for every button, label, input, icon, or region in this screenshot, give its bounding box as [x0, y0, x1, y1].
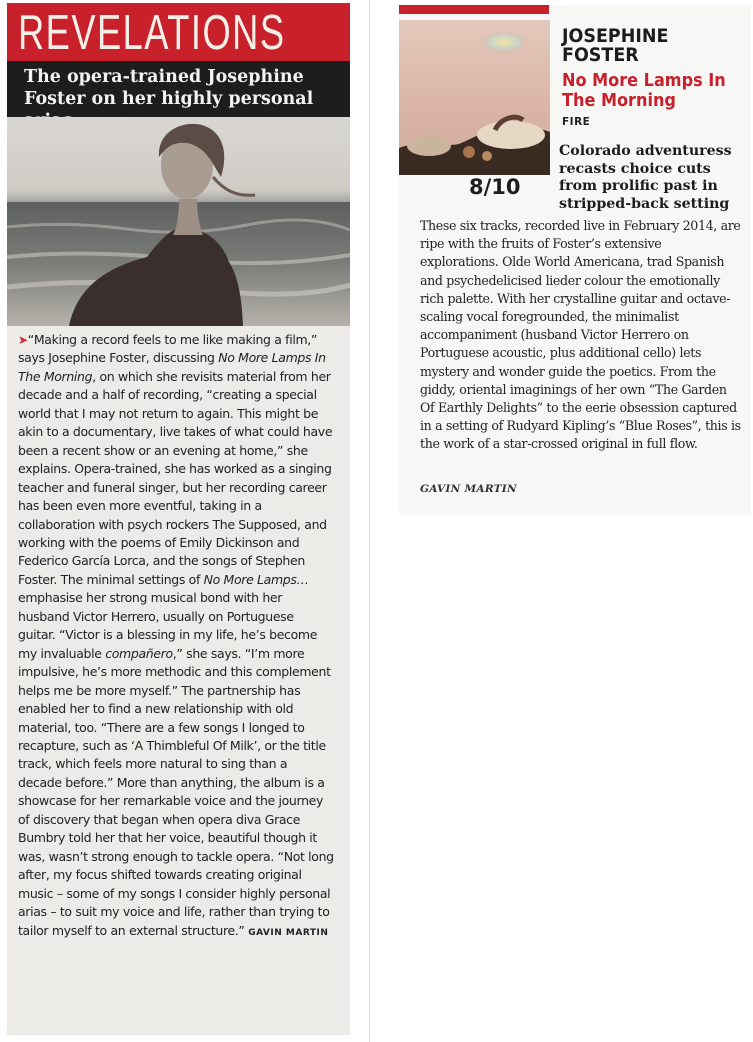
- column-divider: [369, 0, 370, 1042]
- beach-photo-image: [7, 117, 350, 326]
- review-artist: JOSEPHINE FOSTER: [562, 25, 669, 66]
- review-label: FIRE: [562, 116, 591, 128]
- body-run-1: No More Lamps In The Morning: [18, 350, 326, 384]
- album-cover: [399, 20, 550, 175]
- review-rating: 8/10: [469, 175, 521, 199]
- feature-body: [18, 331, 334, 942]
- review-byline: GAVIN MARTIN: [420, 483, 517, 495]
- album-cover-image: [399, 20, 550, 175]
- body-run-6: ,” she says. “I’m more impulsive, he’s more methodic and this complement helps me be more myself.” The partnership has enabled her to find a new relationship with old material, too. “There are a few songs I longed to recapture, such as ‘A Thimbleful Of Milk’, or the title track, which feels more natural to sing than a decade before.” More than anything, the album is a showcase for her remarkable voice and the journey of discovery that began when opera diva Grace Bumbry told her that her voice, beautiful though it was, wasn’t strong enough to tackle opera. “Not long after, my focus shifted towards creating original music – some of my songs I consider highly personal arias – to suit my voice and life, rather than trying to tailor myself to an external structure.”: [18, 645, 334, 938]
- review-accent-bar: [399, 5, 549, 14]
- review-body: [420, 217, 742, 454]
- arrow-bullet-icon: ➤: [18, 333, 28, 347]
- review-album-title: No More Lamps In The Morning: [562, 71, 726, 111]
- review-paragraph: These six tracks, recorded live in February 2014, are ripe with the fruits of Foster’s extensive explorations. Olde World Americana, trad Spanish and psychedelicised lieder colour the emotionally rich palette. With her crystalline guitar and octave-scaling vocal foregrounded, the minimalist accompaniment (husband Victor Herrero on Portuguese acoustic, plus additional cello) lets mystery and wonder guide the poetics. From the giddy, oriental imaginings of her own “The Garden Of Earthly Delights” to the eerie obsession captured in a setting of Rudyard Kipling’s “Blue Roses”, this is the work of a star-crossed original in full flow.: [420, 218, 741, 452]
- body-run-4: emphasise her strong musical bond with her husband Victor Herrero, usually on Portuguese guitar. “Victor is a blessing in my life, he’s become my invaluable: [18, 590, 318, 661]
- feature-byline: GAVIN MARTIN: [248, 927, 329, 938]
- artist-photo: [7, 117, 350, 326]
- section-title: REVELATIONS: [18, 6, 286, 60]
- review-tagline: Colorado adventuress recasts choice cuts from prolific past in stripped-back setting: [559, 143, 732, 212]
- body-run-0: “Making a record feels to me like making a film,” says Josephine Foster, discussing: [18, 332, 318, 366]
- feature-paragraph: [18, 331, 334, 942]
- body-run-5: compañero: [105, 645, 173, 661]
- section-banner: [7, 3, 350, 61]
- body-run-3: No More Lamps…: [203, 571, 309, 587]
- body-run-2: , on which she revisits material from her decade and a half of recording, “creating a special world that I may not return to again. This might be akin to a documentary, live takes of what could have been a recent show or an evening at home,” she explains. Opera-trained, she has worked as a singing teacher and funeral singer, but her recording career has been even more eventful, taking in a collaboration with psych rockers The Supposed, and working with the poems of Emily Dickinson and Federico García Lorca, and the songs of Stephen Foster. The minimal settings of: [18, 368, 333, 587]
- subhead: The opera-trained Josephine Foster on her highly personal: [24, 67, 314, 109]
